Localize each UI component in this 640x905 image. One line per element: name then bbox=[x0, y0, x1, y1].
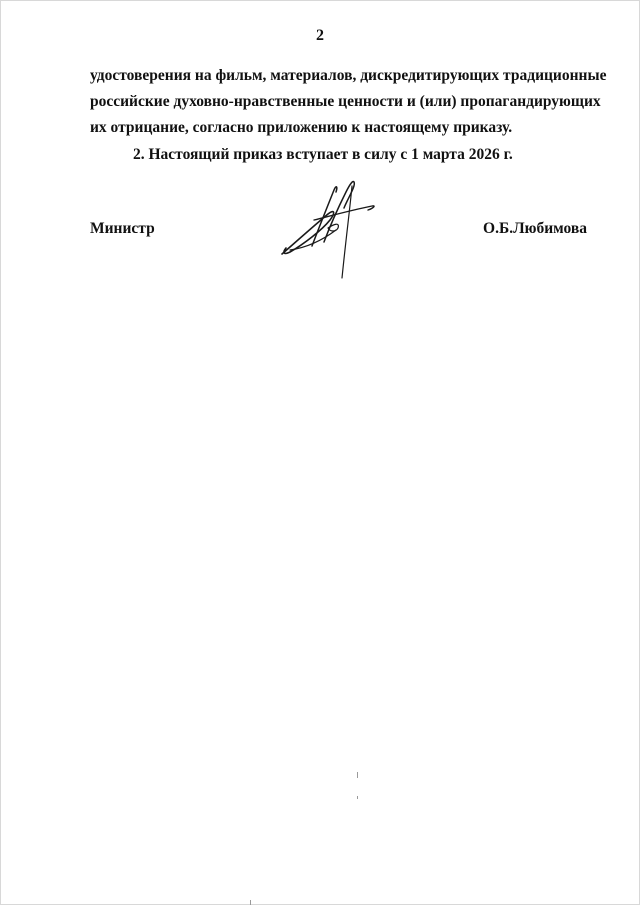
signer-name: О.Б.Любимова bbox=[483, 220, 587, 237]
paragraph-1-line: российские духовно-нравственные ценности и (или) пропагандирующих bbox=[90, 93, 601, 110]
paragraph-1-line: удостоверения на фильм, материалов, дискредитирующих традиционные bbox=[90, 67, 607, 84]
scan-speck bbox=[357, 796, 358, 799]
scan-speck bbox=[357, 772, 358, 778]
handwritten-signature bbox=[268, 168, 388, 286]
scan-divider bbox=[250, 900, 251, 905]
paragraph-2: 2. Настоящий приказ вступает в силу с 1 марта 2026 г. bbox=[133, 146, 513, 163]
paragraph-1 bbox=[90, 63, 607, 141]
signer-title: Министр bbox=[90, 220, 155, 237]
page-number: 2 bbox=[316, 27, 324, 44]
paragraph-1-line: их отрицание, согласно приложению к настоящему приказу. bbox=[90, 119, 513, 136]
